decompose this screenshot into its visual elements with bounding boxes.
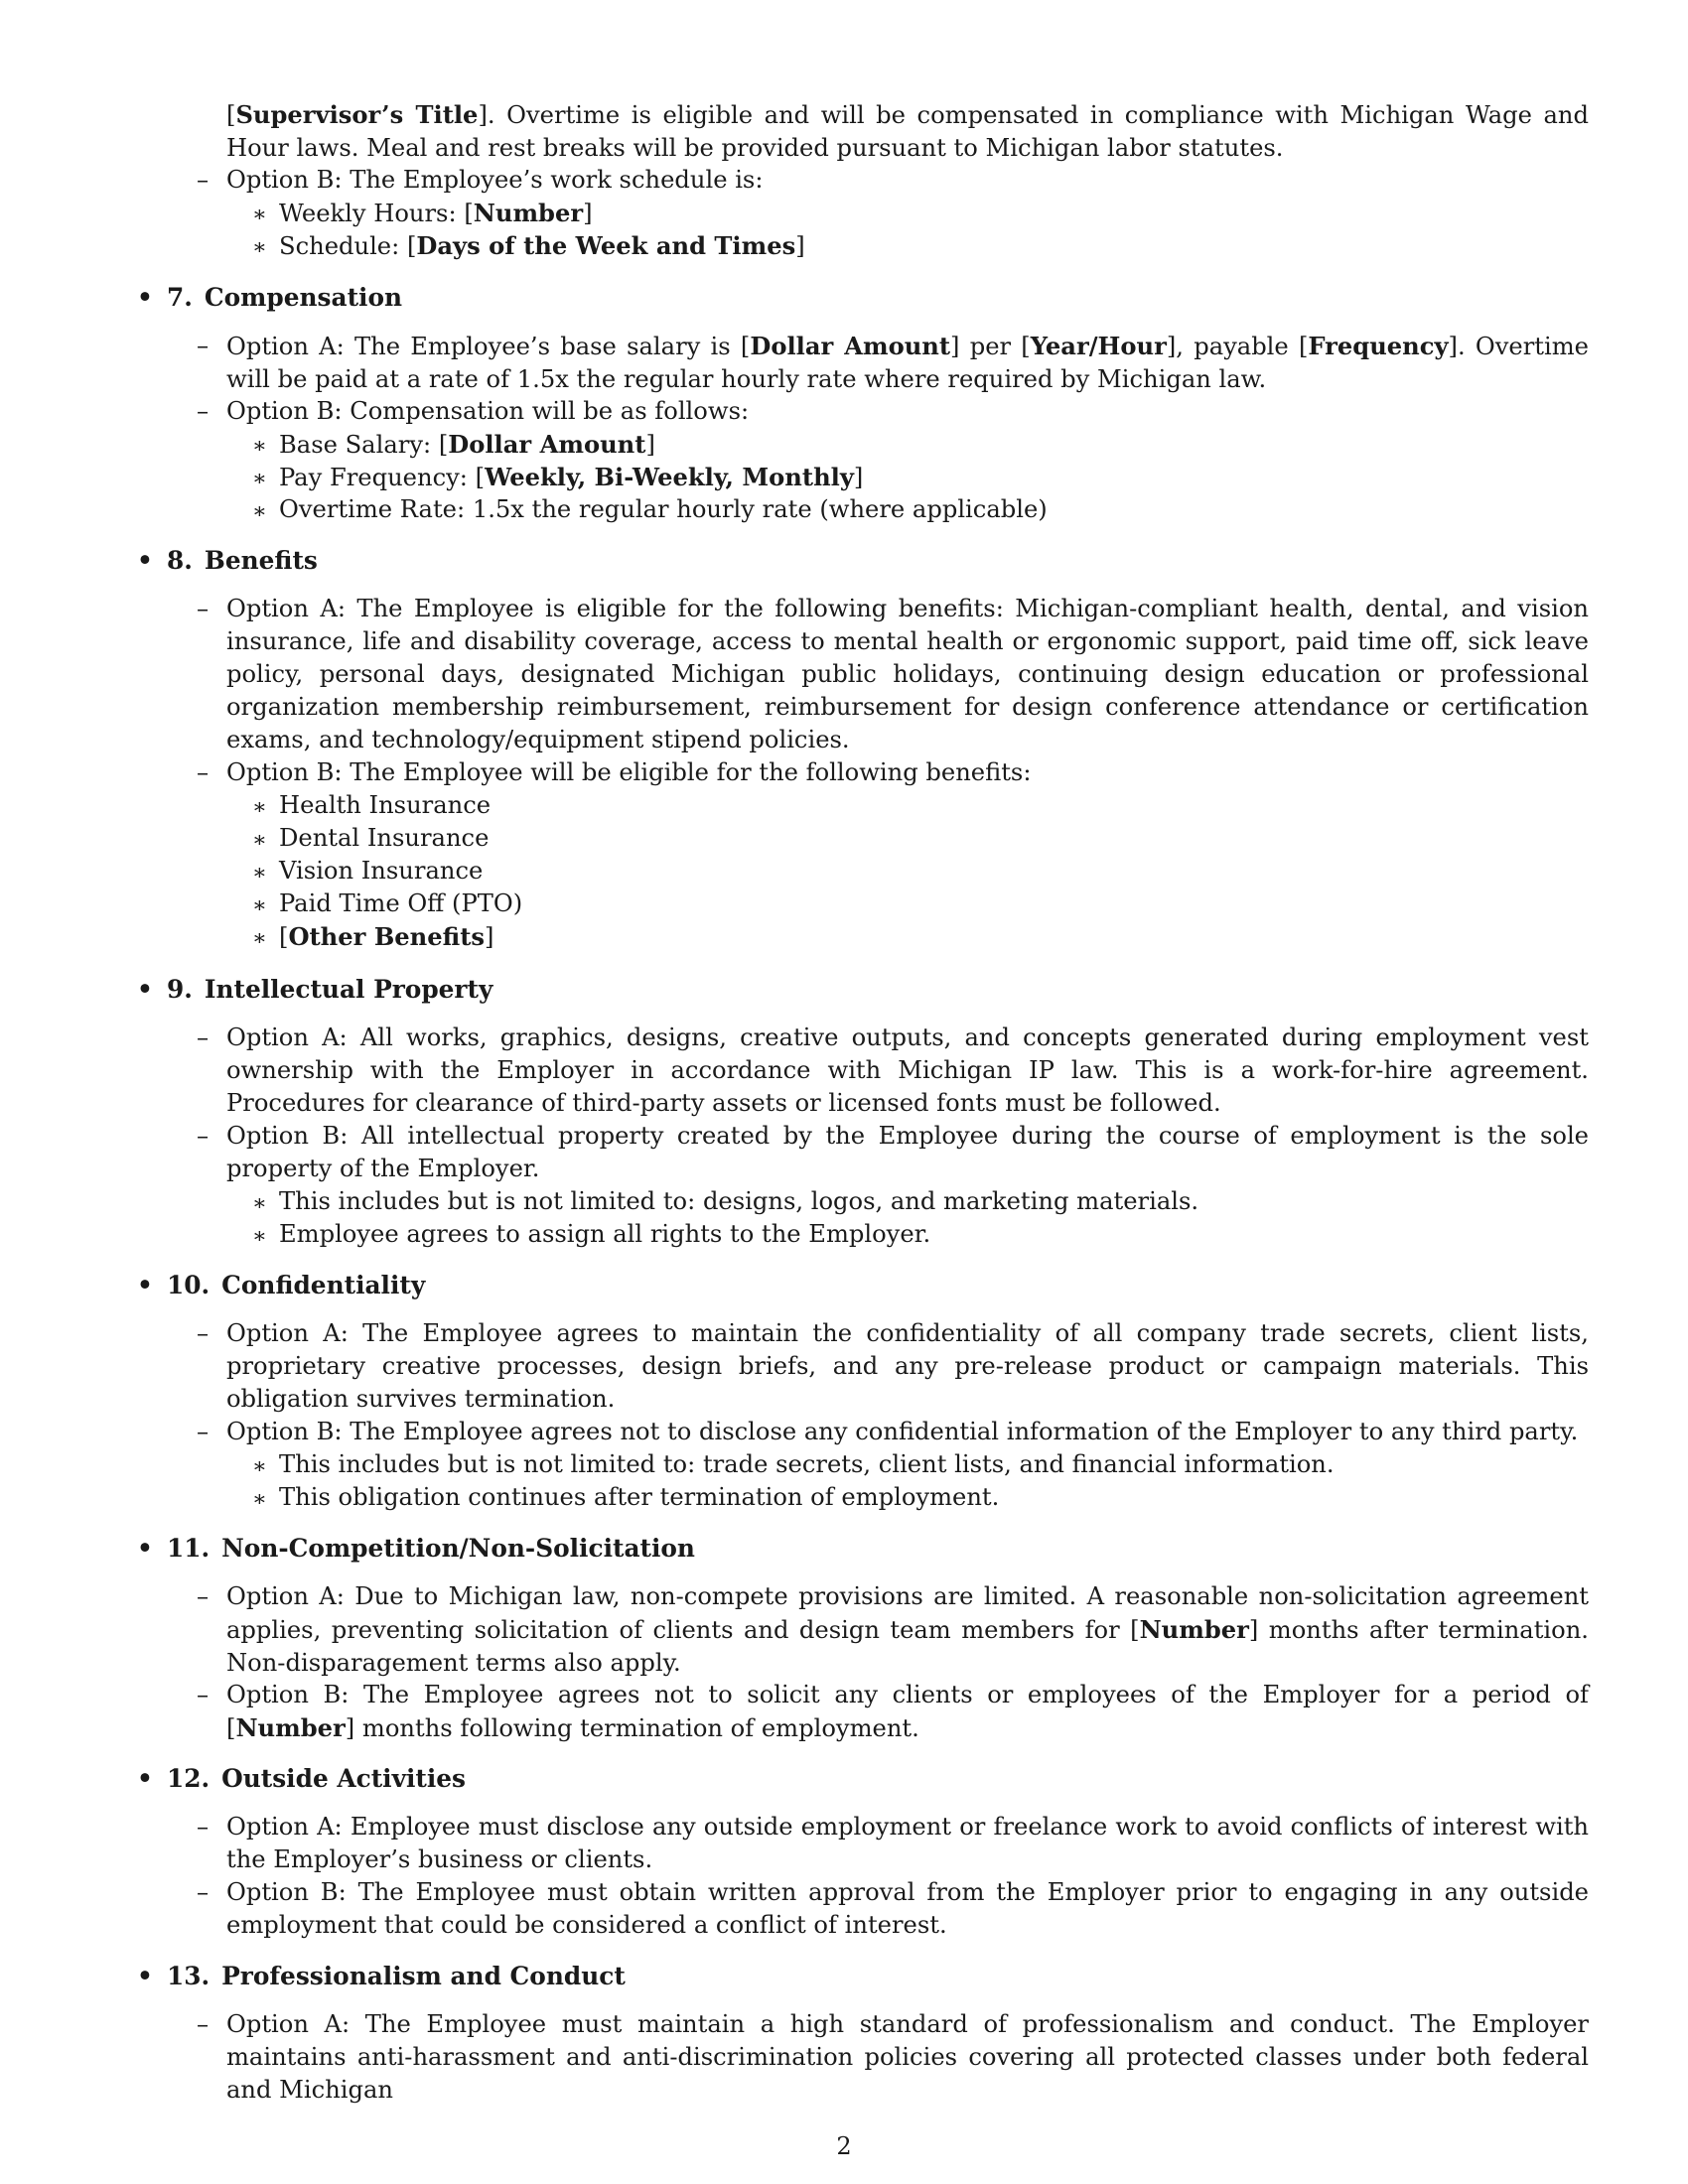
sub-item: ∗ Vision Insurance bbox=[252, 857, 484, 886]
non-compete-option-a: – Option A: Due to Michigan law, non-compete provisions are limited. A reasonable non-solicitation agreement applies, preventing solicitation of clients and design team members for [Number] months after termination. Non-disparagement terms also apply. bbox=[197, 1582, 1589, 1677]
sub-item: ∗ Employee agrees to assign all rights to the Employer. bbox=[252, 1220, 931, 1249]
professionalism-option-a: – Option A: The Employee must maintain a high standard of professionalism and conduct. The Employer maintains anti-harassment and anti-discrimination policies covering all protected classes under both federal and Michigan bbox=[197, 2010, 1589, 2104]
benefits-option-b: – Option B: The Employee will be eligible for the following benefits: bbox=[197, 758, 1032, 786]
non-compete-option-b: – Option B: The Employee agrees not to solicit any clients or employees of the Employer for a period of [Number] months following termination of employment. bbox=[197, 1681, 1589, 1742]
section-heading-intellectual-property: • 9. Intellectual Property bbox=[137, 975, 493, 1004]
confidentiality-option-b: – Option B: The Employee agrees not to disclose any confidential information of the Employer to any third party. bbox=[197, 1418, 1579, 1445]
compensation-option-b: – Option B: Compensation will be as follows: bbox=[197, 397, 750, 425]
sub-item: ∗ Paid Time Off (PTO) bbox=[252, 889, 523, 918]
sub-item: ∗ Schedule: [Days of the Week and Times] bbox=[252, 231, 805, 260]
sub-item: ∗ This includes but is not limited to: designs, logos, and marketing materials. bbox=[252, 1187, 1199, 1216]
section-heading-outside-activities: • 12. Outside Activities bbox=[137, 1764, 467, 1793]
sub-item: ∗ [Other Benefits] bbox=[252, 922, 494, 951]
compensation-option-a: – Option A: The Employee’s base salary is [Dollar Amount] per [Year/Hour], payable [Frequency]. Overtime will be paid at a rate of 1.5x the regular hourly rate where required by Michigan law. bbox=[197, 332, 1589, 393]
outside-activities-option-a: – Option A: Employee must disclose any outside employment or freelance work to avoid conflicts of interest with the Employer’s business or clients. bbox=[197, 1813, 1589, 1873]
sub-item: ∗ Health Insurance bbox=[252, 791, 492, 820]
schedule-option-b: – Option B: The Employee’s work schedule is: bbox=[197, 166, 764, 194]
sub-item: ∗ This obligation continues after termination of employment. bbox=[252, 1483, 1000, 1512]
ip-option-a: – Option A: All works, graphics, designs, creative outputs, and concepts generated during employment vest ownership with the Employer in accordance with Michigan IP law. This is a work-for-hire agreement. Procedures for clearance of third-party assets or licensed fonts must be followed. bbox=[197, 1024, 1589, 1117]
sub-item: ∗ Pay Frequency: [Weekly, Bi-Weekly, Monthly] bbox=[252, 463, 864, 491]
page-number: 2 bbox=[836, 2132, 852, 2160]
section-heading-benefits: • 8. Benefits bbox=[137, 546, 318, 575]
sub-item: ∗ Overtime Rate: 1.5x the regular hourly rate (where applicable) bbox=[252, 495, 1048, 524]
section-heading-confidentiality: • 10. Confidentiality bbox=[137, 1271, 426, 1299]
section-heading-professionalism: • 13. Professionalism and Conduct bbox=[137, 1962, 626, 1990]
ip-option-b: – Option B: All intellectual property created by the Employee during the course of employment is the sole property of the Employer. bbox=[197, 1122, 1589, 1182]
confidentiality-option-a: – Option A: The Employee agrees to maintain the confidentiality of all company trade secrets, client lists, proprietary creative processes, design briefs, and any pre-release product or campaign materials. This obligation survives termination. bbox=[197, 1319, 1589, 1413]
benefits-option-a: – Option A: The Employee is eligible for the following benefits: Michigan-compliant health, dental, and vision insurance, life and disability coverage, access to mental health or ergonomic support, paid time off, sick leave policy, personal days, designated Michigan public holidays, continuing design education or professional organization membership reimbursement, reimbursement for design conference attendance or certification exams, and technology/equipment stipend policies. bbox=[197, 595, 1589, 753]
sub-item: ∗ This includes but is not limited to: trade secrets, client lists, and financial information. bbox=[252, 1450, 1335, 1479]
sub-item: ∗ Weekly Hours: [Number] bbox=[252, 199, 593, 227]
section-heading-compensation: • 7. Compensation bbox=[137, 283, 403, 312]
outside-activities-option-b: – Option B: The Employee must obtain written approval from the Employer prior to engaging in any outside employment that could be considered a conflict of interest. bbox=[197, 1878, 1589, 1939]
placeholder-supervisor-title: Supervisor’s Title bbox=[235, 100, 479, 129]
section-heading-non-competition: • 11. Non-Competition/Non-Solicitation bbox=[137, 1534, 695, 1563]
schedule-option-a-tail: [Supervisor’s Title]. Overtime is eligible and will be compensated in compliance with Michigan Wage and Hour laws. Meal and rest breaks will be provided pursuant to Michigan labor statutes. bbox=[226, 100, 1589, 162]
sub-item: ∗ Dental Insurance bbox=[252, 824, 490, 853]
sub-item: ∗ Base Salary: [Dollar Amount] bbox=[252, 430, 655, 459]
